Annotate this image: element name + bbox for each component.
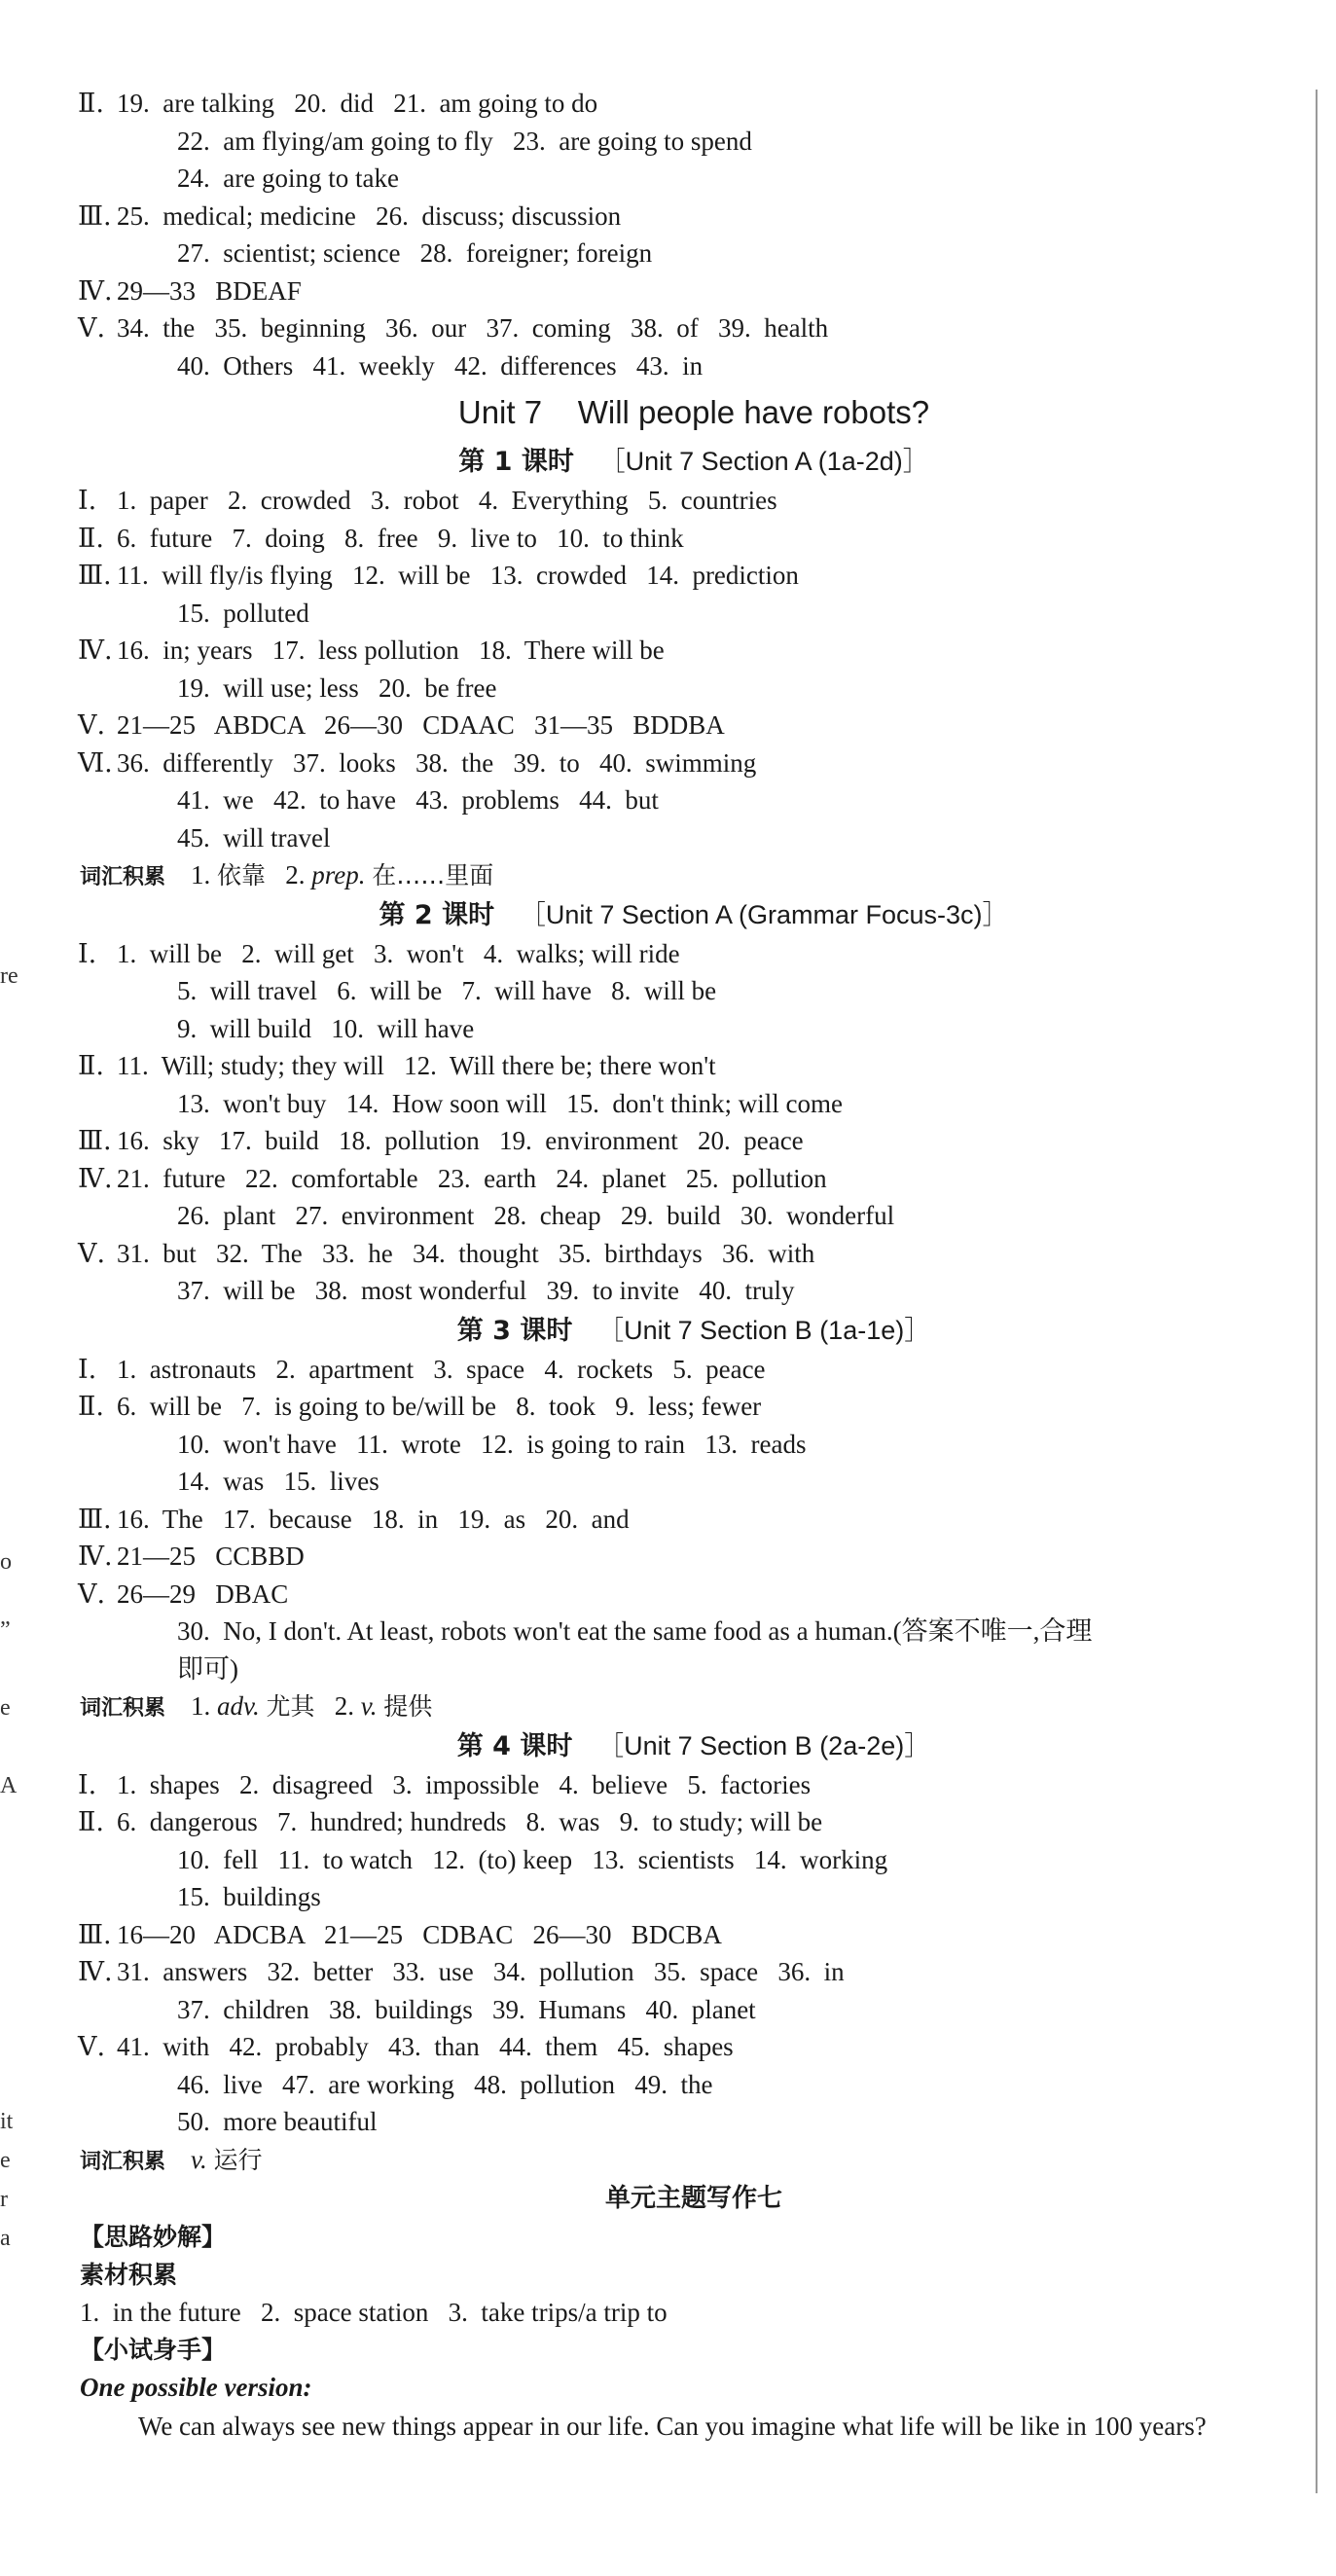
- lesson-heading: [80, 441, 1308, 482]
- lesson-heading: [80, 1310, 1308, 1351]
- answer-text: 10. fell 11. to watch 12. (to) keep 13. scientists 14. working: [177, 1844, 888, 1874]
- writing-title: 单元主题写作七: [604, 2184, 782, 2213]
- answer-text: 30. No, I don't. At least, robots won't eat the same food as a human.(答案不唯一,合理: [177, 1616, 1093, 1646]
- answer-text: 40. Others 41. weekly 42. differences 43. in: [177, 350, 704, 381]
- answer-text: 1. astronauts 2. apartment 3. space 4. rockets 5. peace: [117, 1354, 766, 1384]
- margin-fragment: a: [0, 2226, 11, 2251]
- answer-text: 45. will travel: [177, 822, 331, 853]
- answer-text: 11. Will; study; they will 12. Will there be; there won't: [117, 1051, 716, 1080]
- lesson-section: ［Unit 7 Section B (2a-2e)］: [597, 1730, 931, 1760]
- section-numeral: Ⅴ.: [78, 2032, 106, 2062]
- lesson-heading: [80, 894, 1308, 935]
- sample-paragraph: We can always see new things appear in our life. Can you imagine what life will be like in 100 years?: [138, 2411, 1207, 2441]
- lesson-number: 第 3 课时: [456, 1315, 573, 1346]
- answer-line: [80, 557, 1308, 595]
- section-subtitle-materials: 素材积累: [80, 2260, 178, 2289]
- answer-line: [80, 1010, 1308, 1048]
- lesson-gap: [574, 447, 599, 477]
- unit-title: Unit 7 Will people have robots?: [457, 394, 930, 430]
- answer-text: 50. more beautiful: [177, 2107, 378, 2136]
- answer-line: [80, 1160, 1308, 1198]
- margin-fragment: e: [0, 1695, 11, 1721]
- version-colon: :: [303, 2373, 312, 2402]
- margin-fragment: it: [0, 2109, 14, 2134]
- answer-line: [80, 632, 1308, 670]
- answer-text: 37. children 38. buildings 39. Humans 40. planet: [177, 1994, 756, 2024]
- answer-text: 5. will travel 6. will be 7. will have 8. will be: [177, 976, 717, 1005]
- answer-line: [80, 1803, 1308, 1841]
- answer-line: [80, 1122, 1308, 1160]
- section-numeral: Ⅴ.: [78, 1578, 106, 1610]
- lesson-gap: [572, 1316, 597, 1346]
- vocab-part: 尤其: [266, 1692, 315, 1721]
- answer-line: [80, 309, 1308, 347]
- section-numeral: Ⅵ.: [78, 747, 113, 779]
- answer-line: [80, 819, 1308, 857]
- answer-text: 15. polluted: [177, 598, 309, 628]
- answer-text: 1. shapes 2. disagreed 3. impossible 4. believe 5. factories: [117, 1769, 812, 1799]
- answer-line: [80, 198, 1308, 236]
- section-numeral: Ⅳ.: [78, 275, 113, 307]
- answer-line: [80, 1538, 1308, 1576]
- answer-line: [80, 1841, 1308, 1879]
- answer-text: 26—29 DBAC: [117, 1578, 289, 1609]
- answer-line: [80, 2066, 1308, 2104]
- answer-line: [80, 272, 1308, 310]
- answer-line: [80, 235, 1308, 272]
- materials-line: 1. in the future 2. space station 3. take trips/a trip to: [80, 2298, 668, 2327]
- answer-line: [80, 781, 1308, 819]
- margin-fragment: e: [0, 2148, 11, 2173]
- answer-text: 16. in; years 17. less pollution 18. There will be: [117, 635, 665, 665]
- margin-fragment: A: [0, 1773, 18, 1798]
- section-numeral: Ⅱ.: [78, 1392, 104, 1422]
- version-label-line: [80, 2369, 1308, 2407]
- answer-line: [80, 1351, 1308, 1389]
- vocab-label: 词汇积累: [80, 865, 166, 889]
- section-numeral: Ⅲ.: [78, 200, 112, 232]
- answer-text: 16. The 17. because 18. in 19. as 20. and: [117, 1504, 630, 1534]
- lesson-section: ［Unit 7 Section A (1a-2d)］: [598, 447, 929, 476]
- answer-text: 21. future 22. comfortable 23. earth 24. planet 25. pollution: [117, 1163, 827, 1193]
- answer-text: 9. will build 10. will have: [177, 1013, 475, 1043]
- section-numeral: Ⅳ.: [78, 1957, 113, 1987]
- margin-fragment: re: [0, 963, 18, 989]
- answer-text: 10. won't have 11. wrote 12. is going to rain 13. reads: [177, 1429, 807, 1459]
- answer-line: [80, 744, 1308, 782]
- answer-text: 34. the 35. beginning 36. our 37. coming 38. of 39. health: [117, 313, 829, 343]
- vocab-part: 依靠: [217, 861, 267, 889]
- vocab-part: 运行: [213, 2145, 263, 2174]
- answer-text: 29—33 BDEAF: [117, 275, 302, 306]
- vocab-label: 词汇积累: [80, 2149, 166, 2174]
- answer-text: 41. with 42. probably 43. than 44. them 45. shapes: [117, 2032, 734, 2061]
- answer-line: [80, 1953, 1308, 1991]
- answer-line: [80, 1388, 1308, 1426]
- right-margin-rule: [1316, 90, 1318, 2493]
- margin-fragment: ”: [0, 1617, 11, 1643]
- answer-text: 15. buildings: [177, 1882, 321, 1911]
- answer-text: 31. answers 32. better 33. use 34. pollution 35. space 36. in: [117, 1957, 845, 1986]
- answer-line: [80, 1576, 1308, 1614]
- section-numeral: Ⅲ.: [78, 1919, 112, 1950]
- answer-text: 6. will be 7. is going to be/will be 8. took 9. less; fewer: [117, 1392, 762, 1421]
- answer-line: [80, 1613, 1308, 1651]
- vocab-part: 1.: [191, 1691, 218, 1721]
- answer-text: 1. will be 2. will get 3. won't 4. walks; will ride: [117, 938, 680, 968]
- vocab-part: prep.: [311, 860, 366, 889]
- answer-text: 22. am flying/am going to fly 23. are going to spend: [177, 126, 752, 156]
- vocab-part: 2.: [314, 1691, 361, 1721]
- section-tag-ideas: 【思路妙解】: [80, 2223, 227, 2251]
- answer-line: [80, 1766, 1308, 1804]
- vocab-part: [260, 1691, 267, 1721]
- lesson-gap: [494, 900, 520, 930]
- lesson-heading: [80, 1725, 1308, 1766]
- answer-line: [80, 123, 1308, 161]
- answer-line: [80, 1047, 1308, 1085]
- answer-line: [80, 1426, 1308, 1464]
- vocab-part: 2.: [266, 860, 312, 889]
- answer-line: [80, 482, 1308, 520]
- answer-line: [80, 1916, 1308, 1954]
- answer-line: [80, 595, 1308, 633]
- vocab-part: 在……里面: [372, 861, 494, 889]
- answer-text: 19. are talking 20. did 21. am going to do: [117, 89, 598, 118]
- answer-line: [80, 1272, 1308, 1310]
- vocab-label: 词汇积累: [80, 1696, 166, 1721]
- answer-line: [80, 1085, 1308, 1123]
- answer-text: 21—25 CCBBD: [117, 1542, 305, 1571]
- answer-line: [80, 1651, 1308, 1688]
- answer-text: 16. sky 17. build 18. pollution 19. environment 20. peace: [117, 1126, 804, 1155]
- vocab-part: 1.: [191, 860, 218, 889]
- answer-text: 24. are going to take: [177, 163, 399, 193]
- answer-text: 11. will fly/is flying 12. will be 13. crowded 14. prediction: [117, 561, 799, 590]
- section-numeral: Ⅱ.: [78, 89, 104, 119]
- lesson-gap: [572, 1731, 597, 1761]
- answer-text: 6. dangerous 7. hundred; hundreds 8. was 9. to study; will be: [117, 1807, 823, 1836]
- answer-text: 37. will be 38. most wonderful 39. to invite 40. truly: [177, 1276, 795, 1305]
- vocab-part: v.: [360, 1691, 378, 1721]
- section-numeral: Ⅱ.: [78, 1807, 104, 1837]
- section-numeral: Ⅴ.: [78, 1238, 106, 1269]
- lesson-section: ［Unit 7 Section A (Grammar Focus-3c)］: [519, 899, 1009, 929]
- section-numeral: Ⅲ.: [78, 561, 112, 591]
- answer-text: 25. medical; medicine 26. discuss; discussion: [117, 200, 622, 231]
- answer-text: 26. plant 27. environment 28. cheap 29. build 30. wonderful: [177, 1201, 895, 1230]
- vocab-part: v.: [191, 2144, 207, 2174]
- answer-text: 36. differently 37. looks 38. the 39. to 40. swimming: [117, 747, 757, 778]
- section-numeral: Ⅰ.: [78, 1354, 97, 1385]
- answer-content: [80, 85, 1308, 2446]
- version-label: One possible version: [80, 2373, 304, 2402]
- margin-fragment: o: [0, 1549, 12, 1575]
- vocab-line: [80, 1687, 1308, 1725]
- vocab-part: 提供: [383, 1692, 433, 1721]
- answer-text: 46. live 47. are working 48. pollution 49. the: [177, 2069, 713, 2099]
- answer-text: 19. will use; less 20. be free: [177, 672, 497, 703]
- section-numeral: Ⅳ.: [78, 1542, 113, 1572]
- answer-line: [80, 347, 1308, 385]
- answer-text: 21—25 ABDCA 26—30 CDAAC 31—35 BDDBA: [117, 710, 725, 740]
- answer-line: [80, 1463, 1308, 1501]
- answer-line: [80, 935, 1308, 973]
- answer-line: [80, 1197, 1308, 1235]
- section-numeral: Ⅰ.: [78, 938, 97, 969]
- answer-text: 41. we 42. to have 43. problems 44. but: [177, 785, 659, 815]
- answer-text: 14. was 15. lives: [177, 1467, 379, 1496]
- answer-line: [80, 1878, 1308, 1916]
- section-numeral: Ⅳ.: [78, 635, 113, 666]
- section-numeral: Ⅰ.: [78, 1769, 97, 1800]
- answer-line: [80, 2028, 1308, 2066]
- answer-text: 31. but 32. The 33. he 34. thought 35. birthdays 36. with: [117, 1238, 815, 1268]
- section-numeral: Ⅳ.: [78, 1163, 113, 1194]
- answer-line: [80, 1235, 1308, 1273]
- answer-text: 27. scientist; science 28. foreigner; foreign: [177, 238, 653, 268]
- section-tag-practice: 【小试身手】: [80, 2335, 227, 2364]
- section-numeral: Ⅰ.: [78, 486, 97, 516]
- lesson-number: 第 1 课时: [458, 447, 574, 477]
- answer-text: 13. won't buy 14. How soon will 15. don't think; will come: [177, 1088, 843, 1118]
- answer-text: 16—20 ADCBA 21—25 CDBAC 26—30 BDCBA: [117, 1919, 722, 1949]
- answer-line: [80, 160, 1308, 198]
- answer-line: [80, 2103, 1308, 2141]
- vocab-part: adv.: [217, 1691, 260, 1721]
- section-numeral: Ⅲ.: [78, 1126, 112, 1156]
- answer-text: 6. future 7. doing 8. free 9. live to 10. to think: [117, 523, 684, 553]
- answer-line: [80, 85, 1308, 123]
- vocab-part: [207, 2145, 214, 2174]
- vocab-line: [80, 856, 1308, 894]
- answer-line: [80, 1501, 1308, 1539]
- section-numeral: Ⅱ.: [78, 1051, 104, 1081]
- lesson-number: 第 2 课时: [379, 899, 495, 930]
- section-numeral: Ⅴ.: [78, 710, 106, 741]
- answer-line: [80, 972, 1308, 1010]
- section-numeral: Ⅱ.: [78, 523, 104, 554]
- lesson-number: 第 4 课时: [456, 1730, 573, 1761]
- answer-line: [80, 520, 1308, 558]
- vocab-line: [80, 2141, 1308, 2179]
- margin-fragment: r: [0, 2187, 8, 2212]
- answer-line: [80, 707, 1308, 744]
- lesson-section: ［Unit 7 Section B (1a-1e)］: [597, 1315, 931, 1345]
- answer-text: 1. paper 2. crowded 3. robot 4. Everything 5. countries: [117, 486, 777, 515]
- answer-text: 即可): [177, 1653, 238, 1684]
- section-numeral: Ⅲ.: [78, 1504, 112, 1535]
- answer-line: [80, 670, 1308, 707]
- section-numeral: Ⅴ.: [78, 313, 106, 344]
- answer-line: [80, 1991, 1308, 2029]
